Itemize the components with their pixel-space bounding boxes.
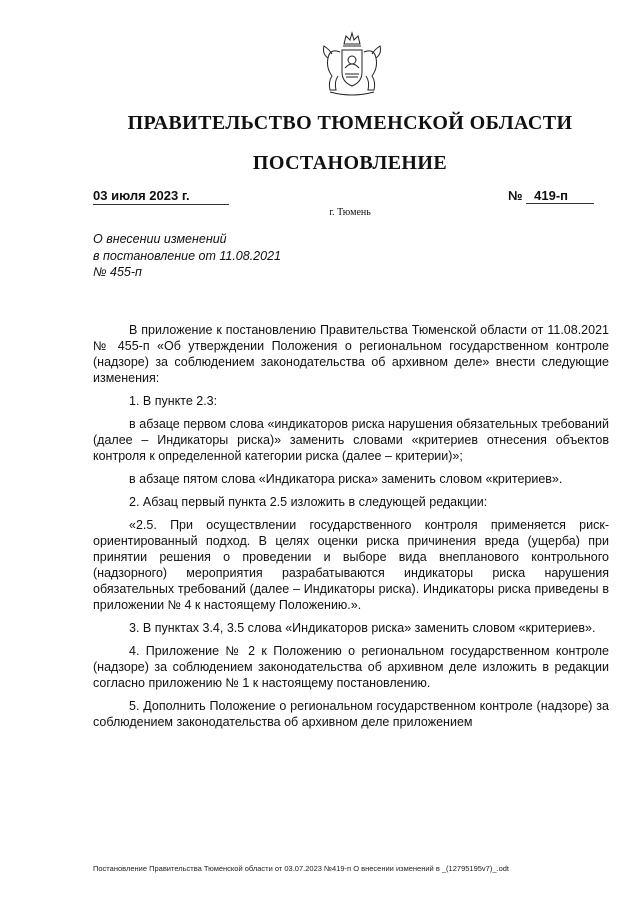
body-paragraph: 5. Дополнить Положение о региональном государственном контроле (надзоре) за соблюдением законодательства об архивном деле приложением (93, 699, 609, 729)
number-prefix: № (508, 188, 523, 203)
subject-line: № 455-п (93, 265, 142, 279)
body-paragraph: В приложение к постановлению Правительства Тюменской области от 11.08.2021 № 455-п «Об утверждении Положения о региональном государственном контроле (надзоре) за соблюдением законодательства об архивном деле» внести следующие изменения: (93, 323, 609, 385)
subject-line: О внесении изменений (93, 232, 227, 246)
document-city: г. Тюмень (329, 207, 371, 218)
body-paragraph: 1. В пункте 2.3: (129, 394, 218, 408)
body-paragraph: в абзаце первом слова «индикаторов риска нарушения обязательных требований (далее – Индикаторы риска)» заменить словами «критериев отнесения объектов контроля к определенной категории риска (далее – критерии)»; (93, 417, 609, 463)
subject-line: в постановление от 11.08.2021 (93, 248, 281, 263)
body-paragraph: «2.5. При осуществлении государственного контроля применяется риск-ориентированный подход. В целях оценки риска причинения вреда (ущерба) при принятии решения о проведении и выборе вида внепланового контрольного (надзорного) мероприятия разрабатываются индикаторы риска нарушения обязательных требований (далее – Индикаторы риска). Индикаторы риска приведены в приложении № 4 к настоящему Положению.». (93, 518, 609, 612)
body-paragraph: в абзаце пятом слова «Индикатора риска» заменить словом «критериев». (129, 472, 563, 486)
document-subject (93, 231, 281, 281)
document-type: ПОСТАНОВЛЕНИЕ (252, 152, 448, 174)
body-paragraph: 3. В пунктах 3.4, 3.5 слова «Индикаторов риска» заменить словом «критериев». (129, 621, 596, 635)
coat-of-arms-emblem (316, 30, 388, 100)
organization-name: ПРАВИТЕЛЬСТВО ТЮМЕНСКОЙ ОБЛАСТИ (127, 112, 573, 134)
document-body (93, 322, 609, 737)
document-date: 03 июля 2023 г. (93, 188, 229, 205)
body-paragraph: 2. Абзац первый пункта 2.5 изложить в следующей редакции: (129, 495, 488, 509)
document-number (508, 188, 594, 204)
page-footer: Постановление Правительства Тюменской области от 03.07.2023 №419-п О внесении изменений в _(12795195v7)_.odt (93, 864, 510, 873)
body-paragraph: 4. Приложение № 2 к Положению о региональном государственном контроле (надзоре) за соблюдением законодательства об архивном деле изложить в редакции согласно приложению № 1 к настоящему постановлению. (93, 644, 609, 690)
number-value: 419-п (526, 188, 594, 204)
